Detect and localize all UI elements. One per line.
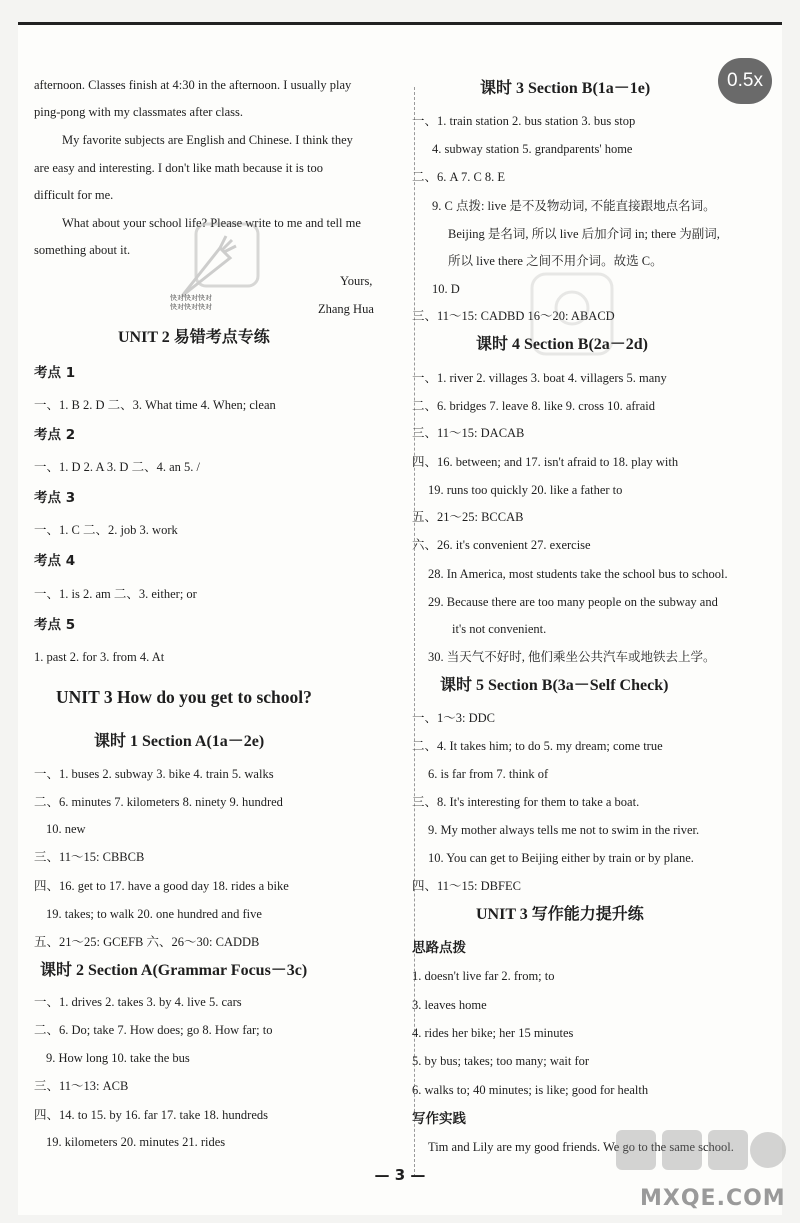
answer-line: 10. D (432, 282, 460, 296)
answer-line: 19. runs too quickly 20. like a father to (428, 483, 623, 497)
answer-line: 19. kilometers 20. minutes 21. rides (46, 1135, 226, 1149)
page-number: — 3 — (374, 1166, 426, 1184)
answer-line: 4. subway station 5. grandparents' home (432, 142, 633, 156)
letter-closing: Yours, (340, 274, 373, 288)
answer-line: 一、1. buses 2. subway 3. bike 4. train 5. walks (34, 767, 274, 781)
answer-line: 三、11～15: CADBD 16～20: ABACD (412, 309, 615, 323)
point-heading: 考点 4 (34, 553, 76, 569)
answer-line: 1. doesn't live far 2. from; to (412, 969, 555, 983)
answer-line: 四、16. get to 17. have a good day 18. rides a bike (34, 879, 289, 893)
stamp-caption (170, 294, 212, 312)
letter-line: difficult for me. (34, 188, 114, 202)
answer-line: 5. by bus; takes; too many; wait for (412, 1054, 590, 1068)
answer-line: 二、6. Do; take 7. How does; go 8. How far; to (34, 1023, 273, 1037)
answer-line: 四、11～15: DBFEC (412, 879, 521, 893)
answer-line: 二、6. bridges 7. leave 8. like 9. cross 10. afraid (412, 399, 655, 413)
letter-line: are easy and interesting. I don't like math because it is too (34, 161, 323, 175)
answer-line: 一、1. drives 2. takes 3. by 4. live 5. cars (34, 995, 242, 1009)
answer-line: 一、1～3: DDC (412, 711, 495, 725)
answer-line: 一、1. B 2. D 二、3. What time 4. When; clean (34, 398, 276, 412)
lesson-heading: 课时 1 Section A(1a－2e) (94, 733, 265, 750)
lesson-heading: 课时 5 Section B(3a－Self Check) (440, 677, 669, 694)
answer-line: 二、6. minutes 7. kilometers 8. ninety 9. hundred (34, 795, 283, 809)
answer-line: 1. past 2. for 3. from 4. At (34, 650, 165, 664)
answer-line: 一、1. is 2. am 二、3. either; or (34, 587, 197, 601)
point-heading: 考点 1 (34, 365, 76, 381)
section-heading: UNIT 2 易错考点专练 (118, 329, 270, 346)
letter-line: ping-pong with my classmates after class. (34, 105, 243, 119)
answer-line: 五、21～25: BCCAB (412, 510, 524, 524)
answer-line: 6. is far from 7. think of (428, 767, 549, 781)
point-heading: 考点 5 (34, 617, 76, 633)
letter-signature: Zhang Hua (318, 302, 374, 316)
unit-heading: UNIT 3 写作能力提升练 (476, 906, 644, 923)
point-heading: 写作实践 (412, 1111, 466, 1127)
point-heading: 思路点拨 (412, 940, 466, 956)
stamp-caption-line: 快对快对快对 (170, 294, 212, 302)
lesson-heading: 课时 4 Section B(2a－2d) (476, 336, 649, 353)
letter-line: something about it. (34, 243, 131, 257)
stamp-caption-line: 快对快对快对 (170, 303, 212, 311)
answer-line: Tim and Lily are my good friends. We go to the same school. (428, 1140, 734, 1154)
point-heading: 考点 2 (34, 427, 76, 443)
zoom-level-badge[interactable]: 0.5x (718, 58, 772, 104)
answer-line: 10. new (46, 822, 86, 836)
answer-line: 四、14. to 15. by 16. far 17. take 18. hundreds (34, 1108, 268, 1122)
answer-line: 30. 当天气不好时, 他们乘坐公共汽车或地铁去上学。 (428, 650, 716, 664)
answer-line: it's not convenient. (452, 622, 547, 636)
answer-line: 一、1. train station 2. bus station 3. bus stop (412, 114, 636, 128)
lesson-heading: 课时 2 Section A(Grammar Focus－3c) (40, 962, 308, 979)
answer-line: 3. leaves home (412, 998, 487, 1012)
answer-line: 19. takes; to walk 20. one hundred and five (46, 907, 262, 921)
answer-line: 一、1. D 2. A 3. D 二、4. an 5. / (34, 460, 200, 474)
unit-heading: UNIT 3 How do you get to school? (56, 687, 312, 707)
answer-line: 9. C 点拨: live 是不及物动词, 不能直接跟地点名词。 (432, 199, 716, 213)
answer-line: 9. My mother always tells me not to swim in the river. (428, 823, 700, 837)
answer-line: 28. In America, most students take the school bus to school. (428, 567, 728, 581)
answer-line: 三、11～13: ACB (34, 1079, 129, 1093)
answer-line: 四、16. between; and 17. isn't afraid to 18. play with (412, 455, 679, 469)
point-heading: 考点 3 (34, 490, 76, 506)
lesson-heading: 课时 3 Section B(1a－1e) (480, 80, 651, 97)
answer-line: 6. walks to; 40 minutes; is like; good for health (412, 1083, 649, 1097)
answer-line: 一、1. C 二、2. job 3. work (34, 523, 178, 537)
answer-line: 三、8. It's interesting for them to take a boat. (412, 795, 640, 809)
answer-line: 三、11～15: CBBCB (34, 850, 145, 864)
faint-stamp-icon (526, 268, 618, 360)
answer-line: 所以 live there 之间不用介词。故选 C。 (448, 254, 663, 268)
answer-line: 一、1. river 2. villages 3. boat 4. villagers 5. many (412, 371, 667, 385)
answer-line: Beijing 是名词, 所以 live 后加介词 in; there 为副词, (448, 227, 720, 241)
answer-line: 29. Because there are too many people on the subway and (428, 595, 718, 609)
watermark-text: MXQE.COM (640, 1186, 786, 1211)
answer-line: 六、26. it's convenient 27. exercise (412, 538, 591, 552)
letter-line: My favorite subjects are English and Chinese. I think they (62, 133, 353, 147)
answer-line: 9. How long 10. take the bus (46, 1051, 190, 1065)
answer-line: 10. You can get to Beijing either by train or by plane. (428, 851, 694, 865)
answer-line: 五、21～25: GCEFB 六、26～30: CADDB (34, 935, 260, 949)
letter-line: afternoon. Classes finish at 4:30 in the afternoon. I usually play (34, 78, 352, 92)
letter-line: What about your school life? Please write to me and tell me (62, 216, 361, 230)
answer-line: 三、11～15: DACAB (412, 426, 525, 440)
answer-line: 4. rides her bike; her 15 minutes (412, 1026, 574, 1040)
answer-line: 二、4. It takes him; to do 5. my dream; come true (412, 739, 663, 753)
answer-line: 二、6. A 7. C 8. E (412, 170, 506, 184)
